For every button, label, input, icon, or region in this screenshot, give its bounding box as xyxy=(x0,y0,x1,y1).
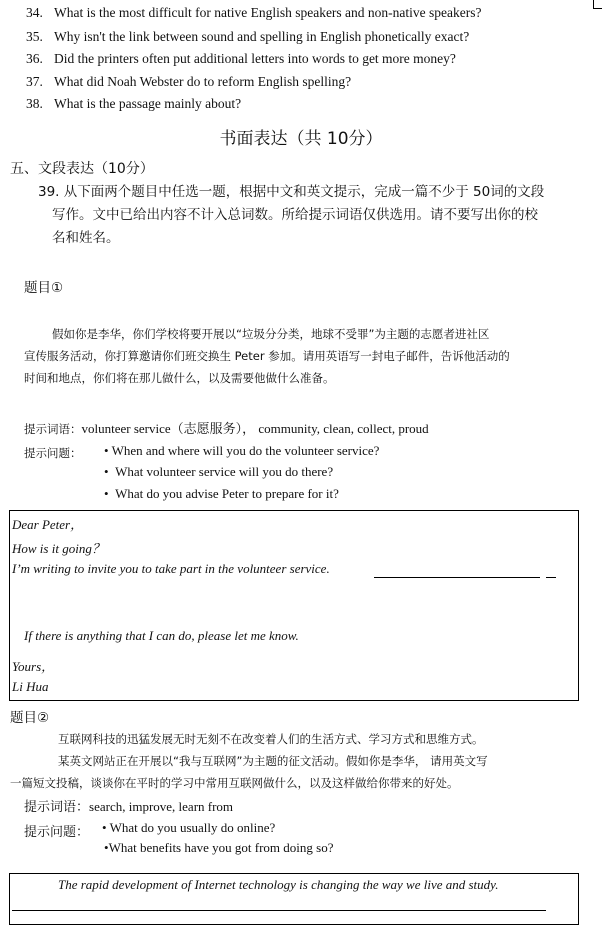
topic2-questions-label: 提示问题： xyxy=(24,825,90,840)
topic1-para-line2: 宣传服务活动，你打算邀请你们班交换生 Peter 参加。请用英语写一封电子邮件，告诉他活动的 xyxy=(24,349,510,363)
q39-line3: 名和姓名。 xyxy=(52,230,120,246)
hint-question-text: What do you usually do online? xyxy=(109,820,276,835)
topic2-hint-question-2: •What benefits have you got from doing so? xyxy=(104,840,334,855)
question-text: What is the passage mainly about? xyxy=(54,96,242,111)
question-number: 36. xyxy=(26,51,43,66)
q39-line2: 写作。文中已给出内容不计入总词数。所给提示词语仅供选用。请不要写出你的校 xyxy=(52,207,538,223)
question-37 xyxy=(26,74,351,90)
question-34 xyxy=(26,5,482,21)
answer-blank-line[interactable] xyxy=(374,577,540,578)
topic2-para-line1: 互联网科技的迅猛发展无时无刻不在改变着人们的生活方式、学习方式和思维方式。 xyxy=(58,732,484,746)
letter-line1: How is it going？ xyxy=(12,541,105,556)
hint-words-label: 提示词语： xyxy=(24,422,82,436)
hint-question-text: What benefits have you got from doing so? xyxy=(108,840,334,855)
letter-closing-line: If there is anything that I can do, please let me know. xyxy=(24,628,299,643)
topic1-hint-question-2: • What volunteer service will you do there? xyxy=(104,464,334,479)
hint-words-text: search, improve, learn from xyxy=(89,799,234,814)
question-35 xyxy=(26,29,469,45)
page-corner-mark xyxy=(593,0,602,9)
topic2-para-line2: 某英文网站正在开展以“我与互联网”为主题的征文活动。假如你是李华， 请用英文写 xyxy=(58,754,488,768)
question-number: 35. xyxy=(26,29,43,44)
topic1-para-line1: 假如你是李华，你们学校将要开展以“垃圾分分类，地球不受罪”为主题的志愿者进社区 xyxy=(52,327,490,341)
hint-question-text: What do you advise Peter to prepare for it? xyxy=(115,486,339,501)
hint-question-text: What volunteer service will you do there? xyxy=(115,464,334,479)
question-number: 37. xyxy=(26,74,43,89)
topic1-hint-words xyxy=(24,418,429,437)
letter-name: Li Hua xyxy=(12,679,49,694)
topic2-hint-question-1: • What do you usually do online? xyxy=(102,820,276,835)
letter-line2: I’m writing to invite you to take part in the volunteer service. xyxy=(12,561,330,576)
question-text: What is the most difficult for native English speakers and non-native speakers? xyxy=(54,5,482,20)
topic1-para-line3: 时间和地点，你们将在那儿做什么，以及需要他做什么准备。 xyxy=(24,371,335,385)
letter-signoff: Yours， xyxy=(12,659,55,674)
question-text: Did the printers often put additional letters into words to get more money? xyxy=(54,51,456,66)
hint-words-label: 提示词语： xyxy=(24,800,90,815)
topic2-label: 题目② xyxy=(10,710,50,726)
essay-blank-line[interactable] xyxy=(12,910,546,911)
letter-greeting: Dear Peter， xyxy=(12,517,84,532)
answer-blank-line[interactable] xyxy=(546,577,556,578)
topic1-hint-question-1: • When and where will you do the volunteer service? xyxy=(104,443,380,458)
hint-question-text: When and where will you do the volunteer service? xyxy=(111,443,380,458)
question-text: Why isn't the link between sound and spelling in English phonetically exact? xyxy=(54,29,470,44)
topic1-label: 题目① xyxy=(24,280,64,296)
question-number: 34. xyxy=(26,5,43,20)
question-36 xyxy=(26,51,456,67)
essay-opening-line: The rapid development of Internet technology is changing the way we live and study. xyxy=(58,877,499,892)
question-number: 38. xyxy=(26,96,43,111)
topic2-para-line3: 一篇短文投稿，谈谈你在平时的学习中常用互联网做什么，以及这样做给你带来的好处。 xyxy=(10,776,459,790)
question-text: What did Noah Webster do to reform English spelling? xyxy=(54,74,352,89)
q39-line1: 39. 从下面两个题目中任选一题，根据中文和英文提示，完成一篇不少于 50词的文段 xyxy=(38,184,545,200)
hint-words-text: volunteer service（志愿服务）， community, clean, collect, proud xyxy=(81,421,429,436)
topic1-hint-question-3: • What do you advise Peter to prepare for it? xyxy=(104,486,339,501)
part5-heading: 五、文段表达（10分） xyxy=(10,161,154,177)
writing-section-title: 书面表达（共 10分） xyxy=(219,129,383,149)
topic2-hint-words xyxy=(24,796,233,815)
question-38 xyxy=(26,96,241,112)
topic1-questions-label: 提示问题： xyxy=(24,446,82,460)
